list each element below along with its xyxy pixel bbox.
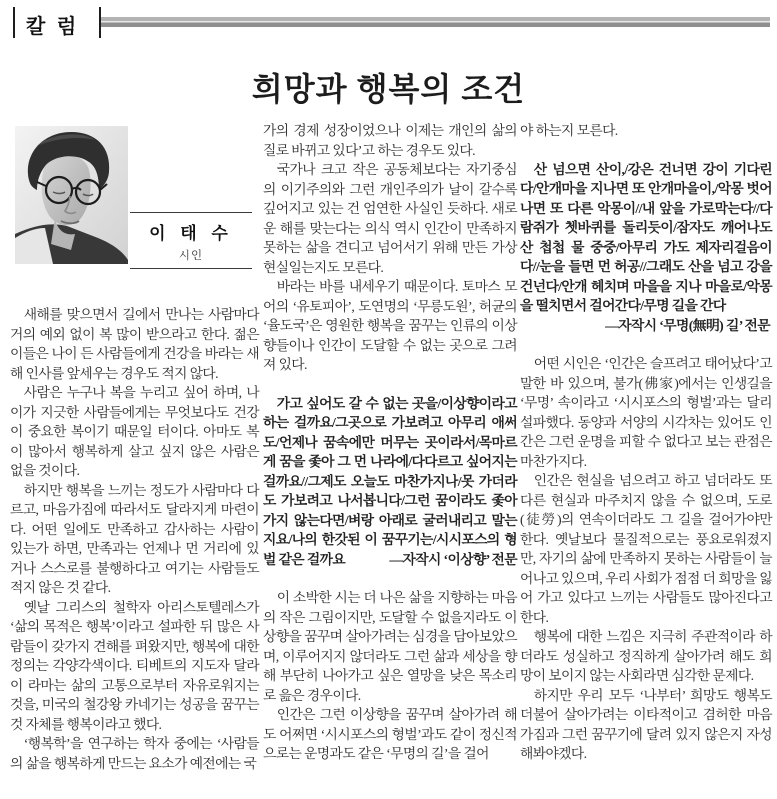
paragraph-continuation: 야 하는지 모른다. xyxy=(520,123,618,138)
author-portrait-graphic xyxy=(15,126,128,264)
poem-attribution: —자작시 ‘무명(無明) 길’ 전문 xyxy=(605,317,770,333)
text-column-1 xyxy=(10,305,259,773)
paragraph: 국가나 크고 작은 공동체보다는 자기중심의 이기주의와 그런 개인주의가 날이 갈수록 깊어지고 있는 건 엄연한 사실인 듯하다. 새로운 해를 맞는다는 의식 역시 인간이 만족하지 못하는 삶을 견디고 넘어서기 위해 만든 가상현실일는지도 모른다. xyxy=(263,162,517,275)
author-photo xyxy=(15,126,128,264)
poem-attribution: —자작시 ‘이상향’ 전문 xyxy=(389,551,517,567)
paragraph-continuation: 가의 경제 성장이었으나 이제는 개인의 삶의 질로 바뀌고 있다’고 하는 경우도 있다. xyxy=(263,123,517,158)
paragraph: 이 소박한 시는 더 나은 삶을 지향하는 마음의 작은 그림이지만, 도달할 수 없을지라도 이상향을 꿈꾸며 살아가려는 심경을 담아보았으며, 이루어지지 않더라도 그런 삶과 세상을 향해 부단히 나아가고 싶은 열망을 낮은 목소리로 읊은 경우이다. xyxy=(263,590,517,703)
poem-mumyeong-gil: 산 넘으면 산이,/강은 건너면 강이 기다린다/안개마을 지나면 또 안개마을이,/악몽 벗어나면 또 다른 악몽이//내 앞을 가로막는다//다람쥐가 쳇바퀴를 돌리듯이/잠자도 깨어나도 산 첩첩 물 중중/아무리 가도 제자리걸음이다//눈을 들면 먼 허공//그래도 산을 넘고 강을 건넌다/안개 헤치며 마을을 지나 마을로/악몽을 떨치면서 걸어간다/무명 길을 간다 xyxy=(520,161,772,313)
paragraph: 바라는 바를 내세우기 때문이다. 토마스 모어의 ‘유토피아’, 도연명의 ‘무릉도원’, 허균의 ‘율도국’은 영원한 행복을 꿈꾸는 인류의 이상향들이나 인간이 도달할 수 없는 곳으로 그려져 있다. xyxy=(263,279,517,372)
poem-isanghyang xyxy=(263,394,517,570)
paragraph: 하지만 우리 모두 ‘나부터’ 희망도 행복도 더불어 살아가려는 이타적이고 겸허한 마음가짐과 그런 꿈꾸기에 달려 있지 않은지 자성해봐야겠다. xyxy=(520,687,772,761)
paragraph: 인간은 그런 이상향을 꿈꾸며 살아가려 해도 어쩌면 ‘시시포스의 형벌’과도 같이 정신적으로는 운명과도 같은 ‘무명의 길’을 걸어 xyxy=(263,707,517,761)
paragraph: 인간은 현실을 넘으려고 하고 넘더라도 또 다른 현실과 마주치지 않을 수 없으며, 도로(徒勞)의 연속이더라도 그 길을 걸어가야만 한다. 옛날보다 물질적으로는 풍요로워졌지만, 자기의 삶에 만족하지 못하는 사람들이 늘어나고 있으며, 우리 사회가 점점 더 희망을 잃어 가고 있다고 느끼는 사람들도 많아진다고 한다. xyxy=(520,473,772,625)
article-headline: 희망과 행복의 조건 xyxy=(251,71,526,107)
paragraph: 하지만 행복을 느끼는 정도가 사람마다 다르고, 마음가짐에 따라서도 달라지게 마련이다. 어떤 일에도 만족하고 감사하는 사람이 있는가 하면, 만족과는 언제나 먼 거리에 있거나 스스로를 불행하다고 여기는 사람들도 적지 않은 것 같다. xyxy=(10,482,259,595)
paragraph: 새해를 맞으면서 길에서 만나는 사람마다 거의 예외 없이 복 많이 받으라고 한다. 젊은이들은 나이 든 사람들에게 건강을 바라는 새해 인사를 앞세우는 경우도 적지 않다. xyxy=(10,307,259,381)
section-header xyxy=(0,0,777,44)
kicker-label: 칼 럼 xyxy=(26,16,80,38)
poem-text: 가고 싶어도 갈 수 없는 곳을/이상향이라고 하는 걸까요/그곳으로 가보려고 아무리 애써도/언제나 꿈속에만 머무는 곳이라서/목마르게 꿈을 좇아 그 먼 나라에/다다르고 싶어지는 걸까요//그제도 오늘도 마찬가지나/못 가더라도 가보려고 나서봅니다/그런 꿈이라도 좇아가지 않는다면/벼랑 아래로 굴러내리고 말는지요/나의 한갓된 이 꿈꾸기는/시시포스의 형벌 같은 걸까요 xyxy=(263,395,517,567)
paragraph: 어떤 시인은 ‘인간은 슬프려고 태어났다’고 말한 바 있으며, 불가(佛家)에서는 인생길을 ‘무명’ 속이라고 ‘시시포스의 형벌’과는 달리 설파했다. 동양과 서양의 시각차는 있어도 인간은 그런 운명을 피할 수 없다고 보는 관점은 마찬가지다. xyxy=(520,356,772,469)
kicker-left-rule xyxy=(13,7,15,38)
paragraph: 사람은 누구나 복을 누리고 싶어 하며, 나이가 지긋한 사람들에게는 무엇보다도 건강이 중요한 복이기 때문일 터이다. 아마도 복이 많아서 행복하게 살고 싶지 않은 사람은 없을 것이다. xyxy=(10,385,259,478)
author-role: 시인 xyxy=(178,250,204,262)
paragraph: 옛날 그리스의 철학자 아리스토텔레스가 ‘삶의 목적은 행복’이라고 설파한 뒤 많은 사람들이 갖가지 견해를 펴왔지만, 행복에 대한 정의는 각양각색이다. 티베트의 지도자 달라이 라마는 삶의 고통으로부터 자유로워지는 것을, 미국의 철강왕 카네기는 성공을 꿈꾸는 것 자체를 행복이라고 했다. xyxy=(10,599,259,732)
paragraph: 행복에 대한 느낌은 지극히 주관적이라 하더라도 성실하고 정직하게 살아가려 해도 희망이 보이지 않는 사회라면 심각한 문제다. xyxy=(520,629,772,683)
text-column-2 xyxy=(263,121,517,764)
header-horizontal-rule xyxy=(101,17,770,27)
byline-block xyxy=(130,212,252,269)
author-name: 이 태 수 xyxy=(149,224,233,243)
paragraph: ‘행복학’을 연구하는 학자 중에는 ‘사람들의 삶을 행복하게 만드는 요소가 예전에는 국 xyxy=(10,736,259,771)
text-column-3 xyxy=(520,121,772,764)
